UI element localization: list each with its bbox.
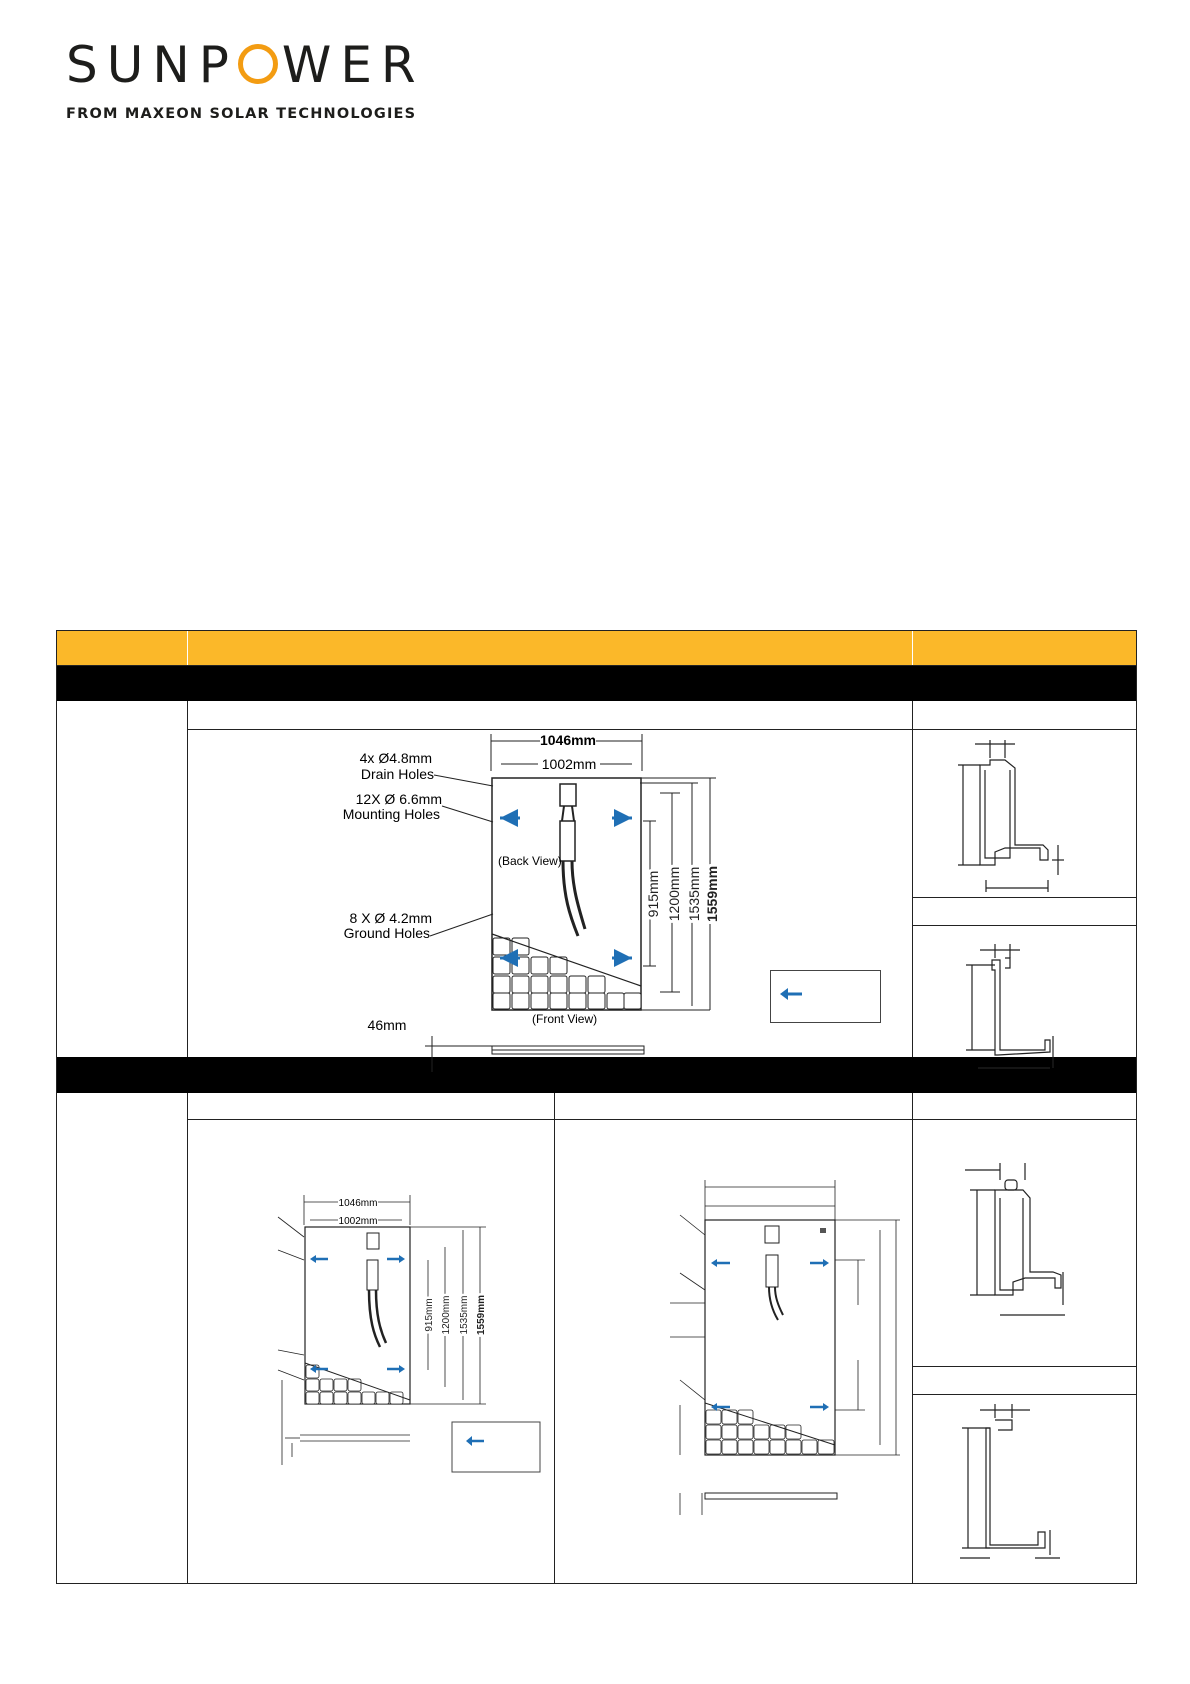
- dim-915: 915mm: [424, 1298, 435, 1332]
- label-front-view: (Front View): [532, 1012, 598, 1026]
- module-drawing-top: [340, 726, 740, 1076]
- dim-1535: 1535mm: [459, 1295, 470, 1335]
- dim-width-inner: 1002mm: [338, 1216, 378, 1227]
- frame-profile-4: [950, 1400, 1075, 1560]
- mounting-holes-size: 12X Ø 6.6mm: [355, 791, 442, 807]
- drain-holes-label: Drain Holes: [360, 766, 434, 782]
- dim-thickness: 46mm: [367, 1017, 407, 1033]
- dim-1535: 1535mm: [686, 866, 702, 922]
- table-header-col3: [913, 631, 1136, 665]
- frame-profile-2: [950, 940, 1080, 1075]
- dim-1559: 1559mm: [476, 1294, 487, 1336]
- dim-915: 915mm: [645, 870, 661, 918]
- dim-width-outer: 1046mm: [539, 732, 597, 748]
- dim-1200: 1200mm: [441, 1295, 452, 1335]
- module-drawing-bottom-middle: [660, 1175, 910, 1530]
- arrow-legend-box-top: [770, 970, 882, 1024]
- logo-o-circle: [238, 44, 278, 84]
- table-header-col1: [57, 631, 187, 665]
- frame-profile-1: [950, 740, 1080, 900]
- dim-width-inner: 1002mm: [541, 756, 597, 772]
- section-bar-1: [57, 666, 1136, 701]
- ground-holes-label: Ground Holes: [343, 925, 430, 941]
- mounting-holes-label: Mounting Holes: [342, 806, 440, 822]
- drain-holes-size: 4x Ø4.8mm: [359, 750, 432, 766]
- ground-holes-size: 8 X Ø 4.2mm: [349, 910, 432, 926]
- table-header-col2: [188, 631, 912, 665]
- dim-1200: 1200mm: [666, 866, 682, 922]
- dim-1559: 1559mm: [704, 865, 720, 923]
- frame-profile-3: [955, 1160, 1080, 1325]
- module-drawing-bottom-left: [270, 1195, 550, 1525]
- dim-width-outer: 1046mm: [338, 1198, 378, 1209]
- logo-tagline: FROM MAXEON SOLAR TECHNOLOGIES: [66, 106, 417, 122]
- logo-wordmark: SUNP WER: [66, 36, 425, 94]
- sunpower-logo: [66, 36, 425, 122]
- label-back-view: (Back View): [498, 854, 562, 868]
